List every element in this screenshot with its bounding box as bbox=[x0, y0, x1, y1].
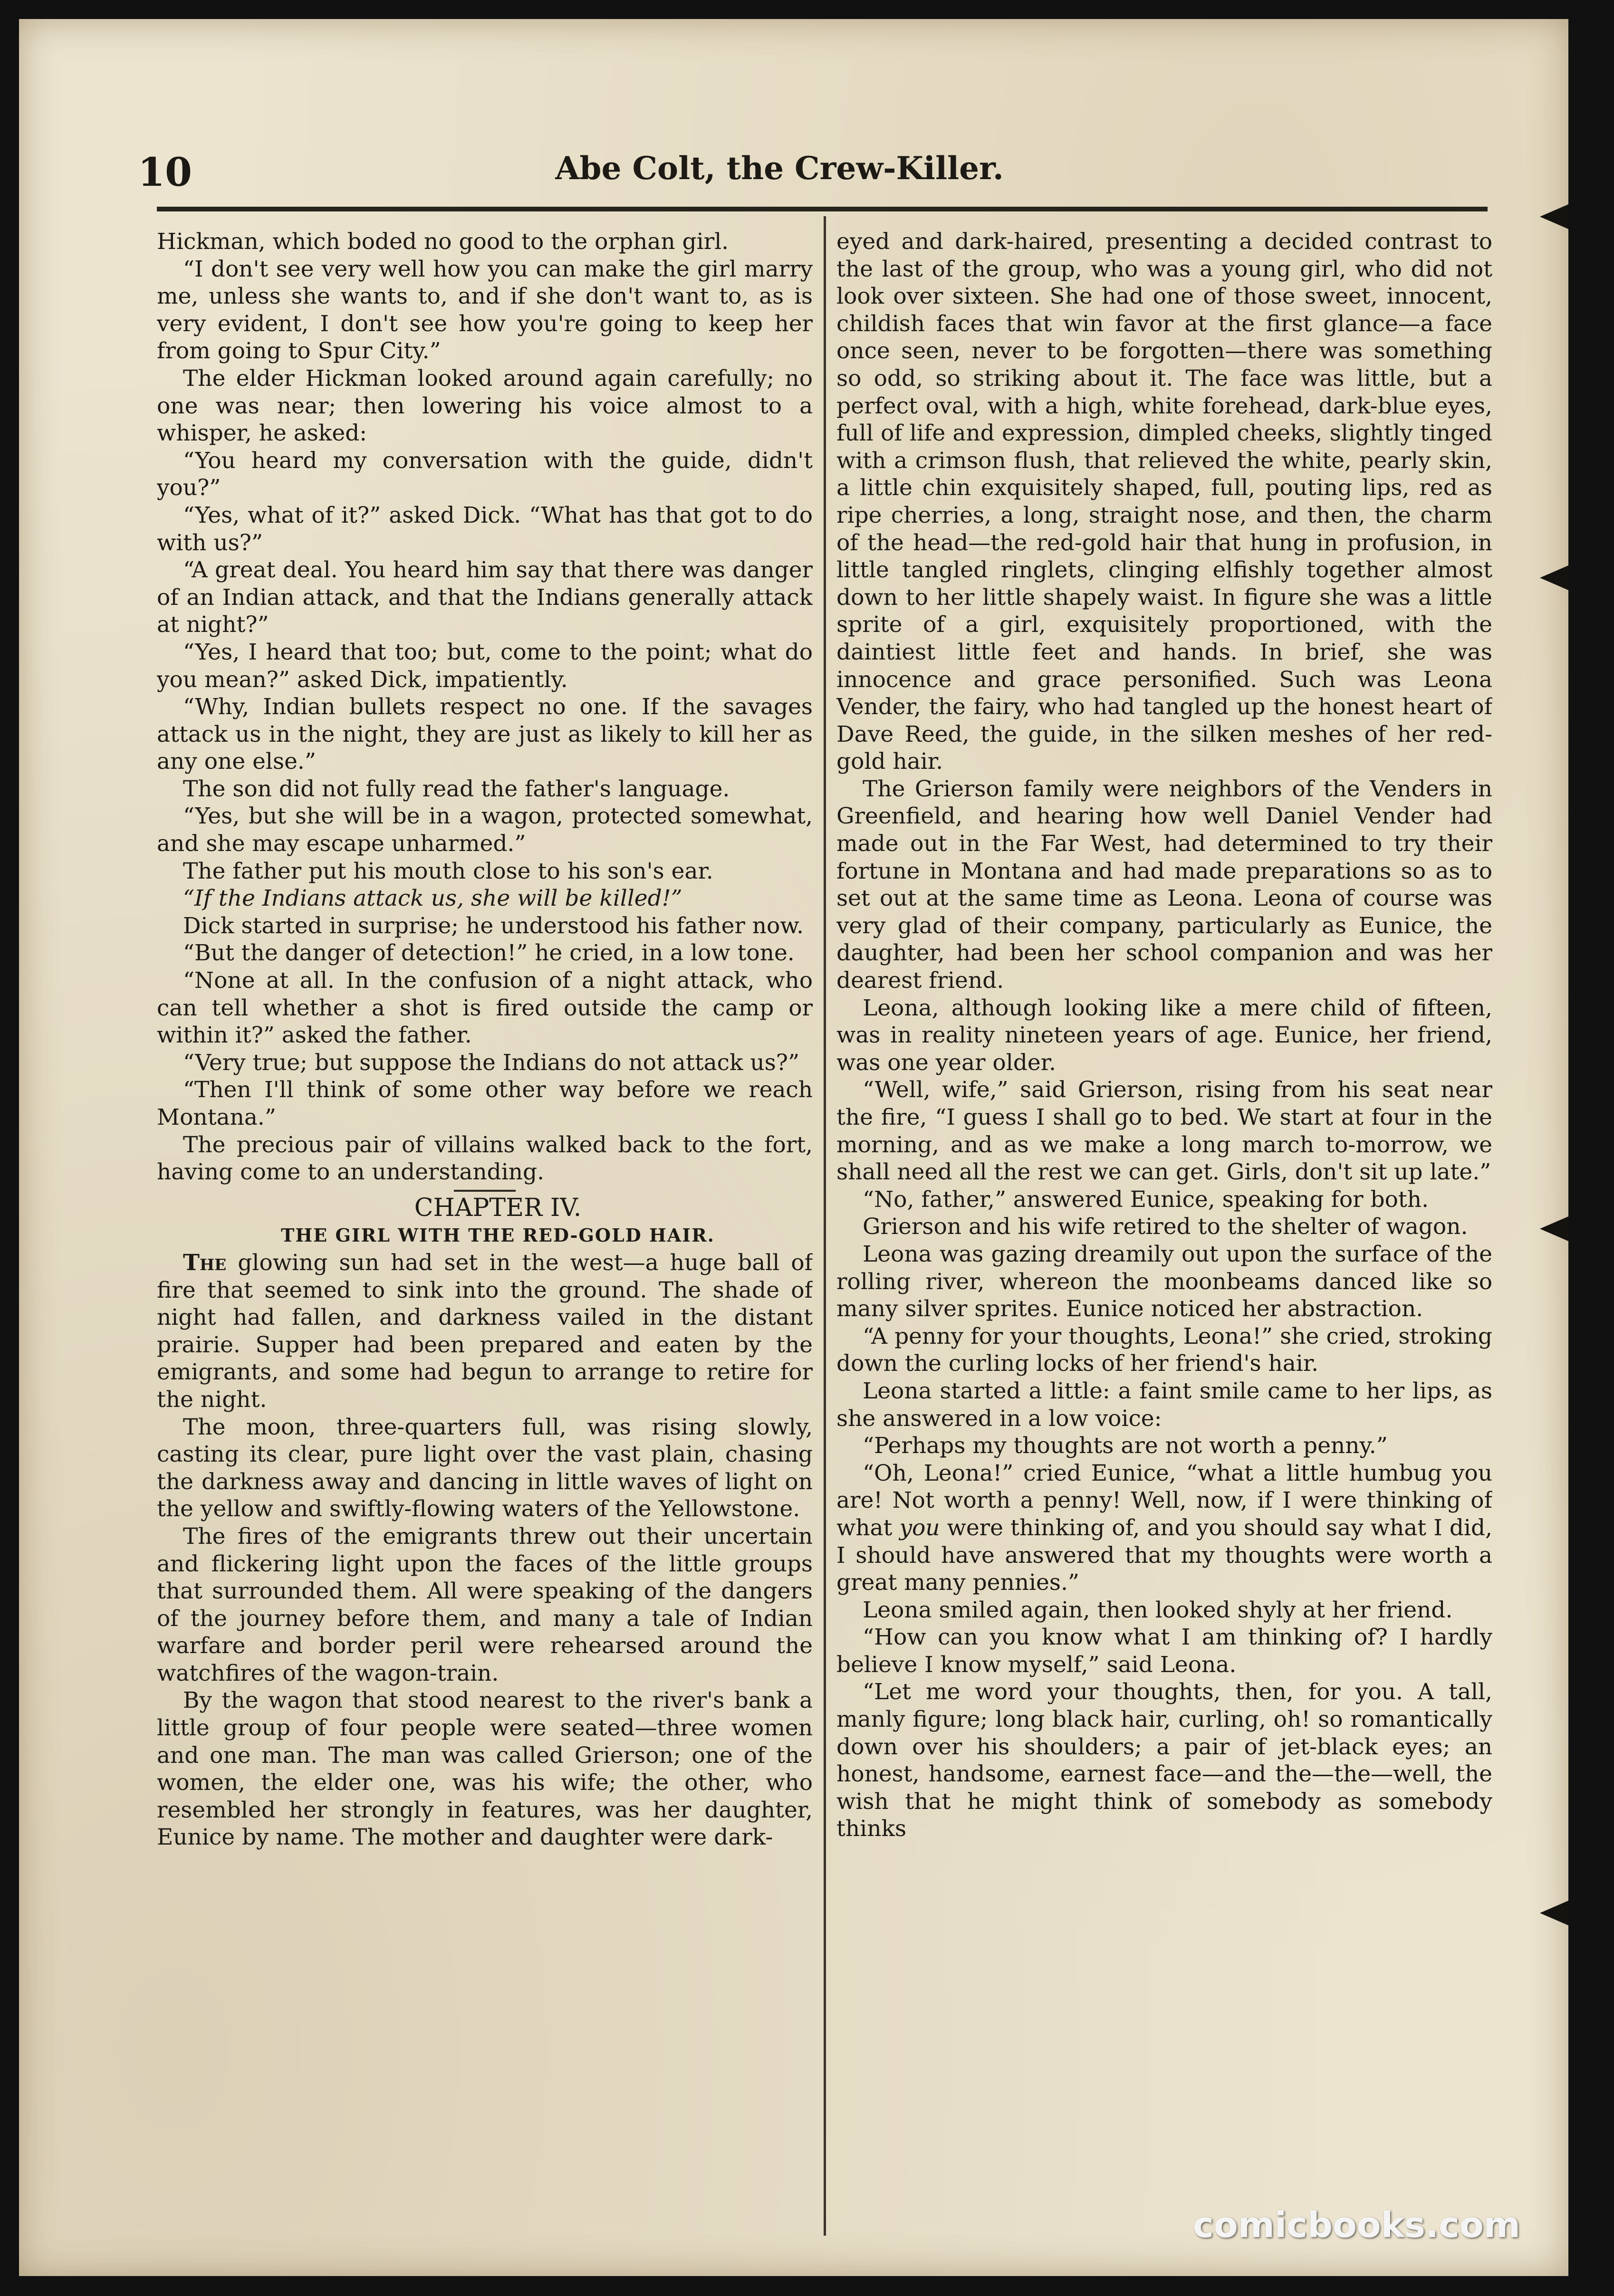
chapter-rule bbox=[454, 1190, 516, 1192]
paragraph: Dick started in surprise; he understood his father now. bbox=[183, 912, 804, 939]
paragraph: The elder Hickman looked around again carefully; no one was near; then lowering his voice almost to a whisper, he asked: bbox=[157, 365, 813, 447]
magazine-page bbox=[19, 19, 1568, 2276]
binding-hole-icon bbox=[1540, 565, 1568, 590]
italic-word: you bbox=[899, 1514, 940, 1541]
paragraph: The fires of the emigrants threw out their uncertain and flickering light upon the faces of the little groups that surrounded them. All were speaking of the dangers of the journey before them, and many a tale of Indian warfare and border peril were rehearsed around the watchfires of the wagon-train. bbox=[157, 1523, 813, 1686]
paragraph: “Yes, but she will be in a wagon, protected somewhat, and she may escape unharmed.” bbox=[157, 803, 813, 857]
column-divider bbox=[824, 216, 826, 2236]
text-run: were thinking of, and you should say what I did, I should have answered that my thoughts were worth a great many pennies.” bbox=[836, 1514, 1492, 1596]
left-column bbox=[157, 228, 813, 2224]
paragraph: The father put his mouth close to his son's ear. bbox=[183, 858, 713, 884]
paragraph: “You heard my conversation with the guide, didn't you?” bbox=[157, 447, 813, 501]
binding-hole-icon bbox=[1540, 1216, 1568, 1241]
paragraph: Leona started a little: a faint smile came to her lips, as she answered in a low voice: bbox=[836, 1378, 1492, 1432]
paragraph: “None at all. In the confusion of a night attack, who can tell whether a shot is fired outside the camp or within it?” asked the father. bbox=[157, 967, 813, 1049]
paragraph: The Grierson family were neighbors of the Venders in Greenfield, and hearing how well Daniel Vender had made out in the Far West, had determined to try their fortune in Montana and had made preparations so as to set out at the same time as Leona. Leona of course was very glad of their company, particularly as Eunice, the daughter, had been her school companion and was her dearest friend. bbox=[836, 775, 1492, 994]
paragraph: The precious pair of villains walked back to the fort, having come to an understanding. bbox=[157, 1131, 813, 1186]
paragraph: Leona smiled again, then looked shyly at her friend. bbox=[863, 1597, 1453, 1623]
binding-hole-icon bbox=[1540, 204, 1568, 229]
paragraph: Grierson and his wife retired to the shelter of wagon. bbox=[863, 1214, 1468, 1240]
chapter-title: CHAPTER IV. bbox=[414, 1193, 582, 1222]
paragraph: eyed and dark-haired, presenting a decided contrast to the last of the group, who was a young girl, who did not look over sixteen. She had one of those sweet, innocent, childish faces that win favor at the first glance—a face once seen, never to be forgotten—there was something so odd, so striking about it. The face was little, but a perfect oval, with a high, white forehead, dark-blue eyes, full of life and expression, dimpled cheeks, slightly tinged with a crimson flush, that relieved the white, pearly skin, a little chin exquisitely shaped, full, pouting lips, red as ripe cherries, a long, straight nose, and then, the charm of the head—the red-gold hair that hung in profusion, in little tangled ringlets, clinging elfishly together almost down to her little shapely waist. In figure she was a little sprite of a girl, exquisitely proportioned, with the daintiest little feet and hands. In brief, she was innocence and grace personified. Such was Leona Vender, the fairy, who had tangled up the honest heart of Dave Reed, the guide, in the silken meshes of her red-gold hair. bbox=[836, 229, 1492, 775]
paragraph: Hickman, which boded no good to the orphan girl. bbox=[157, 229, 729, 255]
paragraph: “Yes, I heard that too; but, come to the point; what do you mean?” asked Dick, impatiently. bbox=[157, 639, 813, 693]
binding-hole-icon bbox=[1540, 1901, 1568, 1925]
paragraph: The son did not fully read the father's language. bbox=[183, 775, 730, 802]
paragraph: “Perhaps my thoughts are not worth a penny.” bbox=[863, 1433, 1388, 1459]
text-run: “Oh, Leona!” cried Eunice, “what a little humbug you are! Not worth a penny! Well, now, if I were thinking of what bbox=[836, 1460, 1492, 1541]
paragraph: “But the danger of detection!” he cried, in a low tone. bbox=[183, 940, 795, 966]
header-rule bbox=[157, 207, 1488, 211]
paragraph: “How can you know what I am thinking of? I hardly believe I know myself,” said Leona. bbox=[836, 1624, 1492, 1678]
paragraph: “Let me word your thoughts, then, for you. A tall, manly figure; long black hair, curling, oh! so romantically down over his shoulders; a pair of jet-black eyes; an honest, handsome, earnest face—and the—the—well, the wish that he might think of somebody as somebody thinks bbox=[836, 1679, 1492, 1842]
chapter-subtitle: THE GIRL WITH THE RED-GOLD HAIR. bbox=[281, 1225, 715, 1246]
paragraph: Leona was gazing dreamily out upon the surface of the rolling river, whereon the moonbeams danced like so many silver sprites. Eunice noticed her abstraction. bbox=[836, 1241, 1492, 1322]
paragraph: The moon, three-quarters full, was rising slowly, casting its clear, pure light over the vast plain, chasing the darkness away and dancing in little waves of light on the yellow and swiftly-flowing waters of the Yellowstone. bbox=[157, 1414, 813, 1522]
paragraph: “Then I'll think of some other way before we reach Montana.” bbox=[157, 1077, 813, 1130]
watermark: comicbooks.com bbox=[1193, 2205, 1520, 2246]
paragraph: “Yes, what of it?” asked Dick. “What has that got to do with us?” bbox=[157, 502, 813, 556]
paragraph: “No, father,” answered Eunice, speaking for both. bbox=[863, 1186, 1429, 1213]
right-column bbox=[836, 228, 1492, 2224]
italic-quote: “If the Indians attack us, she will be killed!” bbox=[183, 885, 682, 912]
paragraph: “A penny for your thoughts, Leona!” she cried, stroking down the curling locks of her friend's hair. bbox=[836, 1323, 1492, 1377]
chapter-first-word: The bbox=[183, 1249, 227, 1276]
paragraph: “Why, Indian bullets respect no one. If the savages attack us in the night, they are just as likely to kill her as any one else.” bbox=[157, 694, 813, 775]
chapter-opening-text: glowing sun had set in the west—a huge ball of fire that seemed to sink into the ground. The shade of night had fallen, and darkness vailed in the distant prairie. Supper had been prepared and eaten by the emigrants, and some had begun to arrange to retire for the night. bbox=[157, 1249, 813, 1413]
chapter-opening-paragraph bbox=[157, 1249, 813, 1414]
paragraph: “Very true; but suppose the Indians do not attack us?” bbox=[183, 1049, 799, 1076]
page-number: 10 bbox=[138, 150, 192, 195]
paragraph: “I don't see very well how you can make the girl marry me, unless she wants to, and if she don't want to, as is very evident, I don't see how you're going to keep her from going to Spur City.” bbox=[157, 256, 813, 364]
paragraph: By the wagon that stood nearest to the river's bank a little group of four people were seated—three women and one man. The man was called Grierson; one of the women, the elder one, was his wife; the other, who resembled her strongly in features, was her daughter, Eunice by name. The mother and daughter were dark- bbox=[157, 1687, 813, 1851]
paragraph: Leona, although looking like a mere child of fifteen, was in reality nineteen years of age. Eunice, her friend, was one year older. bbox=[836, 995, 1492, 1076]
paragraph: “Well, wife,” said Grierson, rising from his seat near the fire, “I guess I shall go to bed. We start at four in the morning, and as we make a long march to-morrow, we shall need all the rest we can get. Girls, don't sit up late.” bbox=[836, 1077, 1492, 1186]
running-head: Abe Colt, the Crew-Killer. bbox=[555, 150, 1004, 187]
humbug-paragraph bbox=[836, 1460, 1492, 1597]
paragraph: “A great deal. You heard him say that there was danger of an Indian attack, and that the Indians generally attack at night?” bbox=[157, 557, 813, 638]
